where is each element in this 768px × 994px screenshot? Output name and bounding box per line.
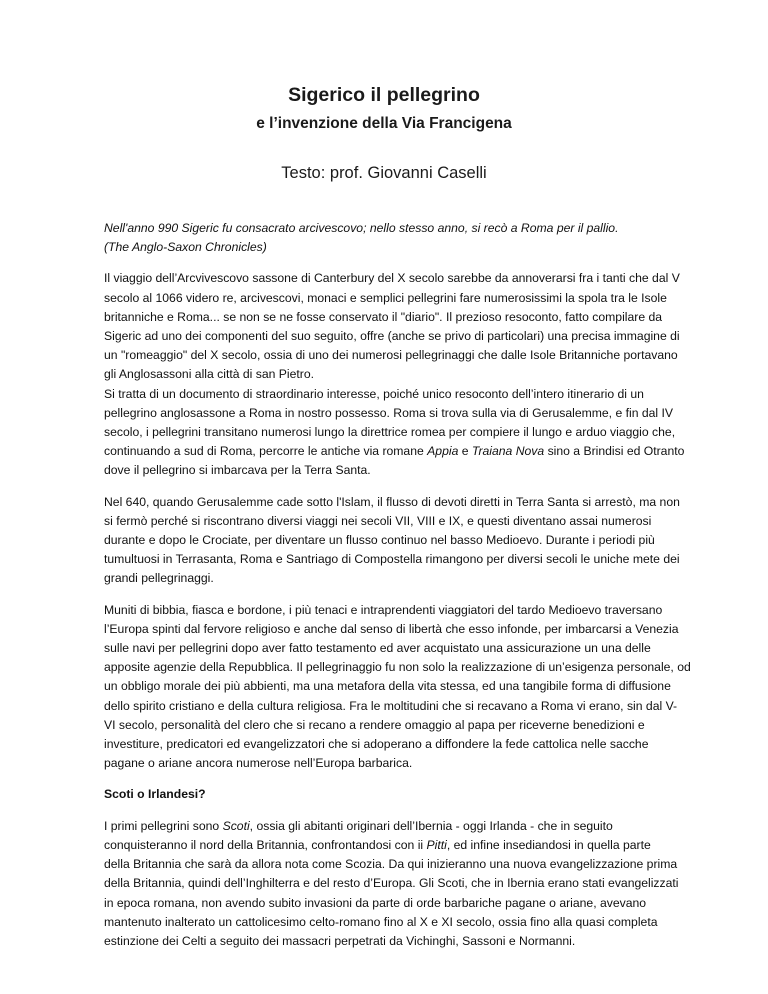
paragraph-line: Si tratta di un documento di straordinario interesse, poiché unico resoconto dell’intero itinerario di un: [104, 386, 644, 401]
line-text: conquisteranno il nord della Britannia, confrontandosi con ii: [104, 837, 424, 852]
paragraph-line: [104, 817, 676, 836]
paragraph-3: [104, 601, 691, 774]
paragraph-line: sulle navi per pellegrini dopo aver fatto testamento ed aver acquistato una assicurazione un una delle: [104, 641, 651, 656]
paragraph-line: un obbligo morale dei più abbienti, ma una metafora della vita stessa, ed una tangibile forma di diffusione: [104, 679, 671, 694]
document-subtitle: e l’invenzione della Via Francigena: [256, 115, 512, 132]
paragraph-line: della Britannia, quindi dell’Inghilterra e del resto d’Europa. Gli Scoti, che in Ibernia erano stati evangelizzati: [104, 876, 679, 891]
paragraph-line: secolo, i pellegrini transitano numerosi lungo la direttrice romea per compiere il lungo e arduo viaggio che,: [104, 425, 676, 440]
line-text: , ed infine insediandosi in quella parte: [446, 837, 651, 852]
paragraph-line: VI secolo, personalità del clero che si recano a rendere omaggio al papa per riceverne benedizioni e: [104, 717, 645, 732]
paragraph-line: si fermò perché si riscontrano diversi viaggi nei secoli VII, VIII e IX, e questi diventano assai numerosi: [104, 513, 652, 528]
paragraph-line: [104, 442, 685, 461]
paragraph-line: un "romeaggio" del X secolo, ossia di uno dei numerosi pellegrinaggi che dalle Isole Britanniche portavano: [104, 348, 678, 363]
paragraph-line: durante e dopo le Crociate, per diventare un flusso continuo nel basso Medioevo. Durante i periodi più: [104, 533, 655, 548]
document-body: [104, 219, 691, 963]
line-text: continuando a sud di Roma, percorre le antiche via romane: [104, 444, 424, 459]
paragraph-4: [104, 817, 679, 951]
author-line: Testo: prof. Giovanni Caselli: [281, 164, 487, 182]
line-text: I primi pellegrini sono: [104, 818, 220, 833]
via-traiana-nova: Traiana Nova: [471, 444, 545, 459]
section-heading: Scoti o Irlandesi?: [104, 787, 206, 802]
paragraph-line: pagane o ariane ancora numerose nell’Europa barbarica.: [104, 756, 413, 771]
line-text: , ossia gli abitanti originari dell’Ibernia - oggi Irlanda - che in seguito: [249, 818, 613, 833]
paragraph-1: [104, 269, 685, 480]
quote-source: (The Anglo-Saxon Chronicles): [104, 240, 267, 255]
paragraph-line: britanniche e Roma... se non se ne fosse conservato il "diario". Il prezioso resoconto, fatto compilare da: [104, 309, 663, 324]
term-pitti: Pitti: [426, 837, 447, 852]
paragraph-line: [104, 836, 676, 855]
paragraph-line: dove il pellegrino si imbarcava per la Terra Santa.: [104, 463, 371, 478]
document-title: Sigerico il pellegrino: [288, 84, 480, 106]
paragraph-line: della Britannia che sarà da allora nota come Scozia. Da qui inizieranno una nuova evangelizzazione prima: [104, 857, 678, 872]
paragraph-line: Nel 640, quando Gerusalemme cade sotto l'Islam, il flusso di devoti diretti in Terra Santa si arrestò, ma non: [104, 494, 680, 509]
epigraph-quote: [104, 219, 676, 257]
line-text: sino a Brindisi ed Otranto: [547, 444, 685, 459]
paragraph-line: l’Europa spinti dal fervore religioso e anche dal senso di libertà che esso infonde, per imbarcarsi a Venezia: [104, 621, 679, 636]
paragraph-line: tumultuosi in Terrasanta, Roma e Santriago di Compostella rimangono per diversi secoli le uniche mete dei: [104, 552, 680, 567]
paragraph-line: pellegrino anglosassone a Roma in nostro possesso. Roma si trova sulla via di Gerusalemme, e fin dal IV: [104, 405, 674, 420]
quote-text: Nell'anno 990 Sigeric fu consacrato arcivescovo; nello stesso anno, si recò a Roma per il pallio.: [104, 221, 619, 235]
term-scoti: Scoti: [222, 818, 250, 833]
paragraph-line: Muniti di bibbia, fiasca e bordone, i più tenaci e intraprendenti viaggiatori del tardo Medioevo traversano: [104, 602, 663, 617]
paragraph-line: apposite agenzie della Repubblica. Il pellegrinaggio fu non solo la realizzazione di un’esigenza personale, od: [104, 660, 691, 675]
via-appia: Appia: [427, 444, 459, 459]
line-text: e: [461, 444, 469, 459]
paragraph-line: mantenuto inalterato un cattolicesimo celto-romano fino al X e XI secolo, ossia fino alla quasi completa: [104, 914, 658, 929]
paragraph-line: estinzione dei Celti a seguito dei massacri perpetrati da Vichinghi, Sassoni e Normanni.: [104, 933, 576, 948]
paragraph-line: grandi pellegrinaggi.: [104, 571, 214, 586]
paragraph-line: gli Anglosassoni alla città di san Pietro.: [104, 367, 315, 382]
paragraph-line: Il viaggio dell’Arcvivescovo sassone di Canterbury del X secolo sarebbe da annoverarsi fra i tanti che dal V: [104, 271, 680, 286]
paragraph-line: in epoca romana, non avendo subito invasioni da parte di orde barbariche pagane o ariane, avevano: [104, 895, 647, 910]
paragraph-line: investiture, predicatori ed evangelizzatori che si adoperano a diffondere la fede cattolica nelle sacche: [104, 737, 649, 752]
paragraph-line: secolo al 1066 videro re, arcivescovi, monaci e semplici pellegrini fare numerosissimi la spola tra le Isole: [104, 290, 667, 305]
paragraph-line: dello spirito cristiano e della cultura religiosa. Fra le moltitudini che si recavano a Roma vi erano, sin dal V-: [104, 698, 678, 713]
paragraph-2: [104, 493, 680, 589]
paragraph-line: Sigeric ad uno dei componenti del suo seguito, offre (anche se privo di particolari) una precisa immagine di: [104, 329, 680, 344]
